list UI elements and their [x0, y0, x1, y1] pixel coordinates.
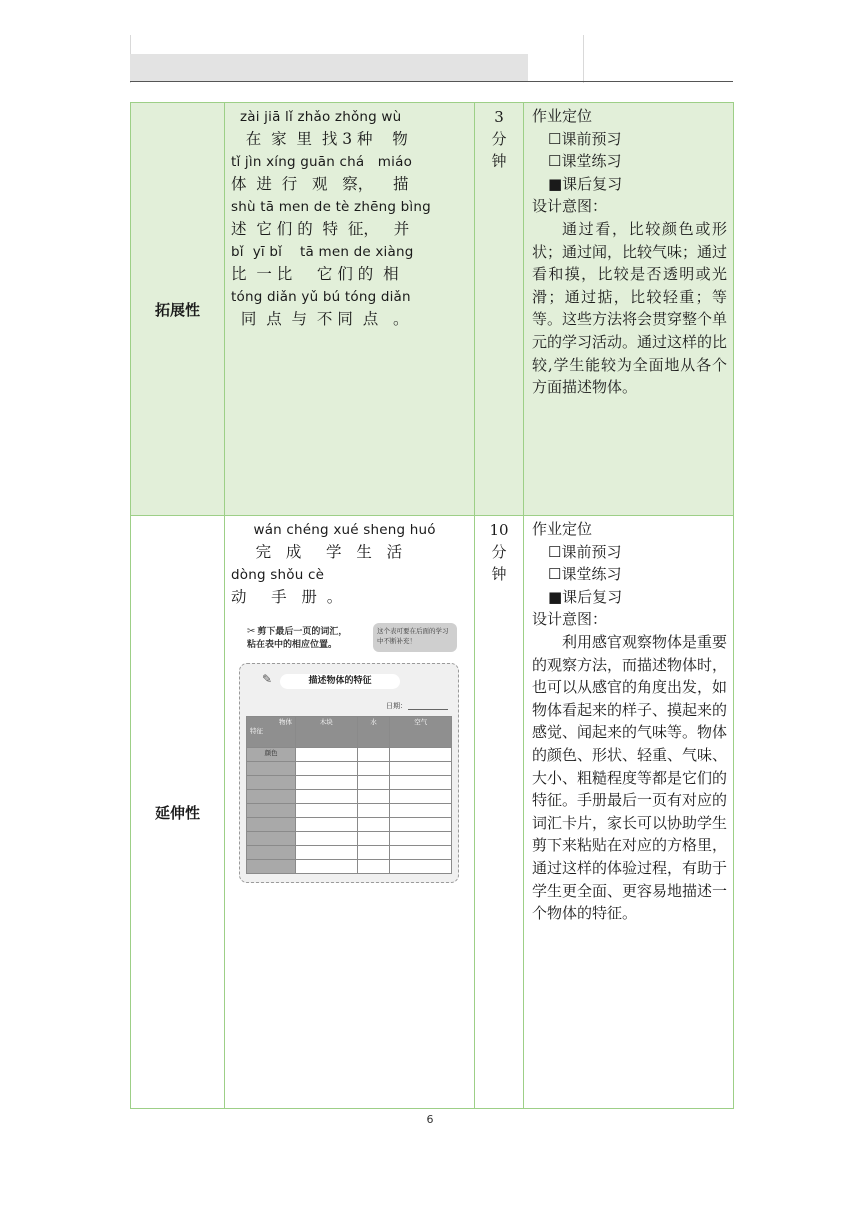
worksheet-title: 描述物体的特征 [280, 674, 400, 689]
hanzi-line: 体 进 行 观 察， 描 [231, 175, 409, 193]
scissors-icon: ✂ [247, 626, 256, 637]
time-cell [475, 516, 524, 1109]
column-header: 木块 [296, 717, 358, 748]
pinyin-line: wán chéng xué sheng huó [231, 522, 436, 538]
column-header: 空气 [390, 717, 452, 748]
time-unit: 分 [491, 130, 507, 148]
hanzi-line: 述 它 们 的 特 征， 并 [231, 220, 410, 238]
date-line [408, 709, 448, 710]
corner-bottom: 特征 [250, 727, 263, 735]
table-row-extension [131, 103, 734, 516]
date-label: 日期： [386, 702, 407, 710]
design-cell [524, 516, 734, 1109]
option-classwork: ☐课堂练习 [548, 152, 622, 171]
worksheet-card [239, 663, 459, 883]
hanzi-line: 完 成 学 生 活 [231, 543, 403, 561]
header-bar [130, 54, 528, 81]
hanzi-line: 比 一 比 它 们 的 相 [231, 265, 399, 283]
content-cell [225, 516, 475, 1109]
worksheet-table [246, 716, 452, 874]
table-row-extension-2 [131, 516, 734, 1109]
pinyin-line: shù tā men de tè zhēng bìng [231, 199, 431, 215]
worksheet-illustration [233, 619, 459, 884]
row-label: 延伸性 [131, 516, 225, 1109]
row-header: 颜色 [247, 748, 296, 762]
content-cell [225, 103, 475, 516]
option-preview: ☐课前预习 [548, 129, 622, 148]
option-preview: ☐课前预习 [548, 542, 622, 561]
tip-bubble: 这个表可要在后面的学习中不断补充！ [373, 623, 457, 652]
intent-text: 利用感官观察物体是重要的观察方法，而描述物体时，也可以从感官的角度出发，如物体看起来的样子、摸起来的感觉、闻起来的气味等。物体的颜色、形状、轻重、气味、大小、粗糙程度等都是它们的特征。手册最后一页有对应的词汇卡片，家长可以协助学生剪下来粘贴在对应的方格里，通过这样的体验过程，有助于学生更全面、更容易地描述一个物体的特征。 [532, 632, 728, 923]
pinyin-line: tóng diǎn yǔ bú tóng diǎn [231, 289, 411, 305]
option-review: ■课后复习 [548, 587, 623, 606]
hanzi-line: 动 手 册 。 [231, 588, 343, 606]
time-value: 3 [494, 108, 504, 126]
positioning-title: 作业定位 [532, 107, 593, 125]
instruction-line: 剪下最后一页的词汇， [257, 627, 348, 637]
pinyin-line: zài jiā lǐ zhǎo zhǒng wù [231, 109, 402, 125]
option-classwork: ☐课堂练习 [548, 565, 622, 584]
time-unit: 分 [491, 543, 507, 561]
pinyin-line: bǐ yī bǐ tā men de xiàng [231, 244, 414, 260]
time-unit: 钟 [491, 565, 507, 583]
row-label: 拓展性 [131, 103, 225, 516]
intent-title: 设计意图： [532, 610, 608, 629]
pinyin-line: dòng shǒu cè [231, 567, 325, 583]
homework-table [130, 102, 734, 1109]
time-cell [475, 103, 524, 516]
instruction-line: 粘在表中的相应位置。 [247, 640, 338, 650]
positioning-title: 作业定位 [532, 520, 593, 538]
column-header: 水 [357, 717, 390, 748]
intent-title: 设计意图： [532, 197, 608, 216]
pencil-icon: ✎ [262, 672, 273, 686]
time-unit: 钟 [491, 152, 507, 170]
intent-text: 通过看，比较颜色或形状；通过闻，比较气味；通过看和摸，比较是否透明或光滑；通过掂，比较轻重；等等。这些方法将会贯穿整个单元的学习活动。通过这样的比较,学生能较为全面地从各个方面描述物体。 [532, 219, 728, 397]
corner-cell [247, 717, 296, 748]
hanzi-line: 在 家 里 找 3 种 物 [231, 130, 408, 148]
header-rule [130, 81, 733, 82]
header-divider-right [583, 35, 584, 83]
page-number: 6 [426, 1113, 434, 1126]
time-value: 10 [489, 521, 509, 539]
option-review: ■课后复习 [548, 174, 623, 193]
design-cell [524, 103, 734, 516]
worksheet-instruction [247, 625, 347, 652]
corner-top: 物体 [279, 718, 292, 726]
pinyin-line: tǐ jìn xíng guān chá miáo [231, 154, 413, 170]
hanzi-line: 同 点 与 不 同 点 。 [231, 310, 409, 328]
